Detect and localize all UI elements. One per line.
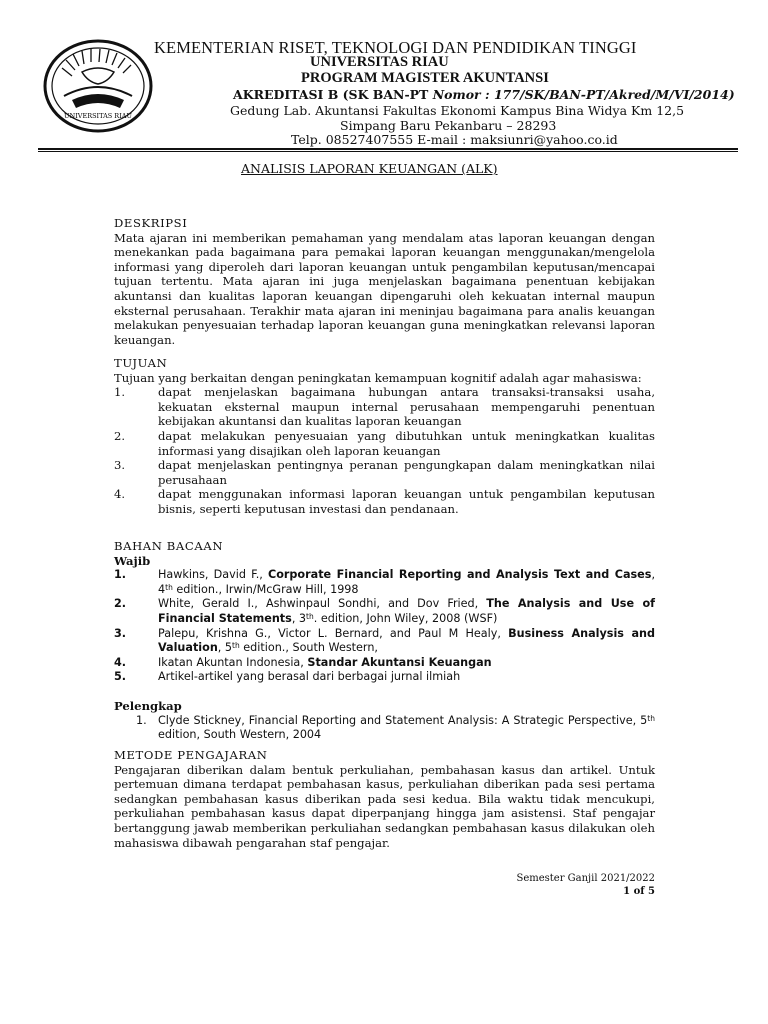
list-item: 5. Artikel-artikel yang berasal dari berbagai jurnal ilmiah [114, 670, 461, 684]
semester-label: Semester Ganjil 2021/2022 [516, 873, 655, 884]
address-line-2: Simpang Baru Pekanbaru – 28293 [340, 118, 557, 133]
pelengkap-label: Pelengkap [114, 698, 182, 713]
wajib-list [114, 568, 655, 685]
accreditation: AKREDITASI B (SK BAN-PT Nomor : 177/SK/BAN-PT/Akred/M/VI/2014) [233, 87, 735, 102]
section-heading: DESKRIPSI [114, 216, 188, 230]
header-rule-thick [38, 148, 738, 150]
list-item: 4. dapat menggunakan informasi laporan keuangan untuk pengambilan keputusan bisnis, seperti keputusan investasi dan pendanaan. [114, 487, 655, 516]
section-deskripsi [114, 216, 655, 347]
list-item: 1. dapat menjelaskan bagaimana hubungan antara transaksi-transaksi usaha, kekuatan eksternal maupun internal perusahaan mempengaruhi penentuan kebijakan akuntansi dan kualitas laporan keuangan [114, 385, 655, 429]
section-heading: BAHAN BACAAN [114, 539, 224, 553]
tujuan-intro: Tujuan yang berkaitan dengan peningkatan kemampuan kognitif adalah agar mahasiswa: [114, 370, 642, 385]
list-item: 1. Hawkins, David F., Corporate Financial Reporting and Analysis Text and Cases, 4th edition., Irwin/McGraw Hill, 1998 [114, 568, 655, 596]
list-item: 3. Palepu, Krishna G., Victor L. Bernard, and Paul M Healy, Business Analysis and Valuation, 5th edition., South Western, [114, 626, 655, 655]
section-metode [114, 748, 655, 850]
university-logo [42, 38, 154, 134]
pelengkap-list [114, 714, 655, 743]
section-heading: METODE PENGAJARAN [114, 748, 268, 762]
list-item: 4. Ikatan Akuntan Indonesia, Standar Akuntansi Keuangan [114, 655, 492, 669]
section-heading: TUJUAN [114, 356, 168, 370]
list-item: 1. Clyde Stickney, Financial Reporting and Statement Analysis: A Strategic Perspective, 5th edition, South Western, 2004 [136, 713, 655, 742]
tujuan-list [114, 385, 655, 516]
document-title: ANALISIS LAPORAN KEUANGAN (ALK) [241, 161, 498, 176]
ministry-name: KEMENTERIAN RISET, TEKNOLOGI DAN PENDIDIKAN TINGGI [154, 38, 637, 57]
list-item: 2. dapat melakukan penyesuaian yang dibutuhkan untuk meningkatkan kualitas informasi yang disajikan oleh laporan keuangan [114, 428, 655, 458]
wajib-label: Wajib [114, 553, 151, 568]
header-rule-thin [38, 151, 738, 152]
section-tujuan [114, 356, 655, 517]
section-bahan-bacaan [114, 539, 655, 743]
program-name: PROGRAM MAGISTER AKUNTANSI [301, 70, 549, 86]
metode-body: Pengajaran diberikan dalam bentuk perkuliahan, pembahasan kasus dan artikel. Untuk pertemuan dimana terdapat pembahasan kasus, perkuliahan diberikan pada sesi pertama sedangkan pembahasan kasus diberikan pada sesi kedua. Bila waktu tidak mencukupi, perkuliahan pembahasan kasus dapat diperpanjang hingga jam asistensi. Staf pengajar bertanggung jawab memberikan perkuliahan sedangkan pembahasan kasus dilakukan oleh mahasiswa dibawah pengarahan staf pengajar. [114, 762, 655, 850]
logo-text: UNIVERSITAS RIAU [64, 112, 132, 120]
contact-line: Telp. 08527407555 E-mail : maksiunri@yahoo.co.id [291, 132, 618, 147]
list-item: 3. dapat menjelaskan pentingnya peranan pengungkapan dalam meningkatkan nilai perusahaan [114, 458, 655, 487]
list-item: 2. White, Gerald I., Ashwinpaul Sondhi, and Dov Fried, The Analysis and Use of Financial Statements, 3th. edition, John Wiley, 2008 (WSF) [114, 597, 655, 625]
university-name: UNIVERSITAS RIAU [310, 54, 449, 70]
address-line-1: Gedung Lab. Akuntansi Fakultas Ekonomi Kampus Bina Widya Km 12,5 [230, 103, 685, 118]
deskripsi-body: Mata ajaran ini memberikan pemahaman yang mendalam atas laporan keuangan dengan menekankan pada bagaimana para pemakai laporan keuangan menggunakan/mengelola informasi yang diperoleh dari laporan keuangan untuk pengambilan keputusan/mencapai tujuan tertentu. Mata ajaran ini juga menjelaskan bagaimana penentuan kebijakan akuntansi dan kualitas laporan keuangan dipengaruhi oleh kekuatan internal maupun eksternal perusahaan. Terakhir mata ajaran ini meninjau bagaimana para analis keuangan melakukan penyesuaian terhadap laporan keuangan guna meningkatkan relevansi laporan keuangan. [114, 230, 655, 347]
page-number: 1 of 5 [623, 886, 655, 897]
